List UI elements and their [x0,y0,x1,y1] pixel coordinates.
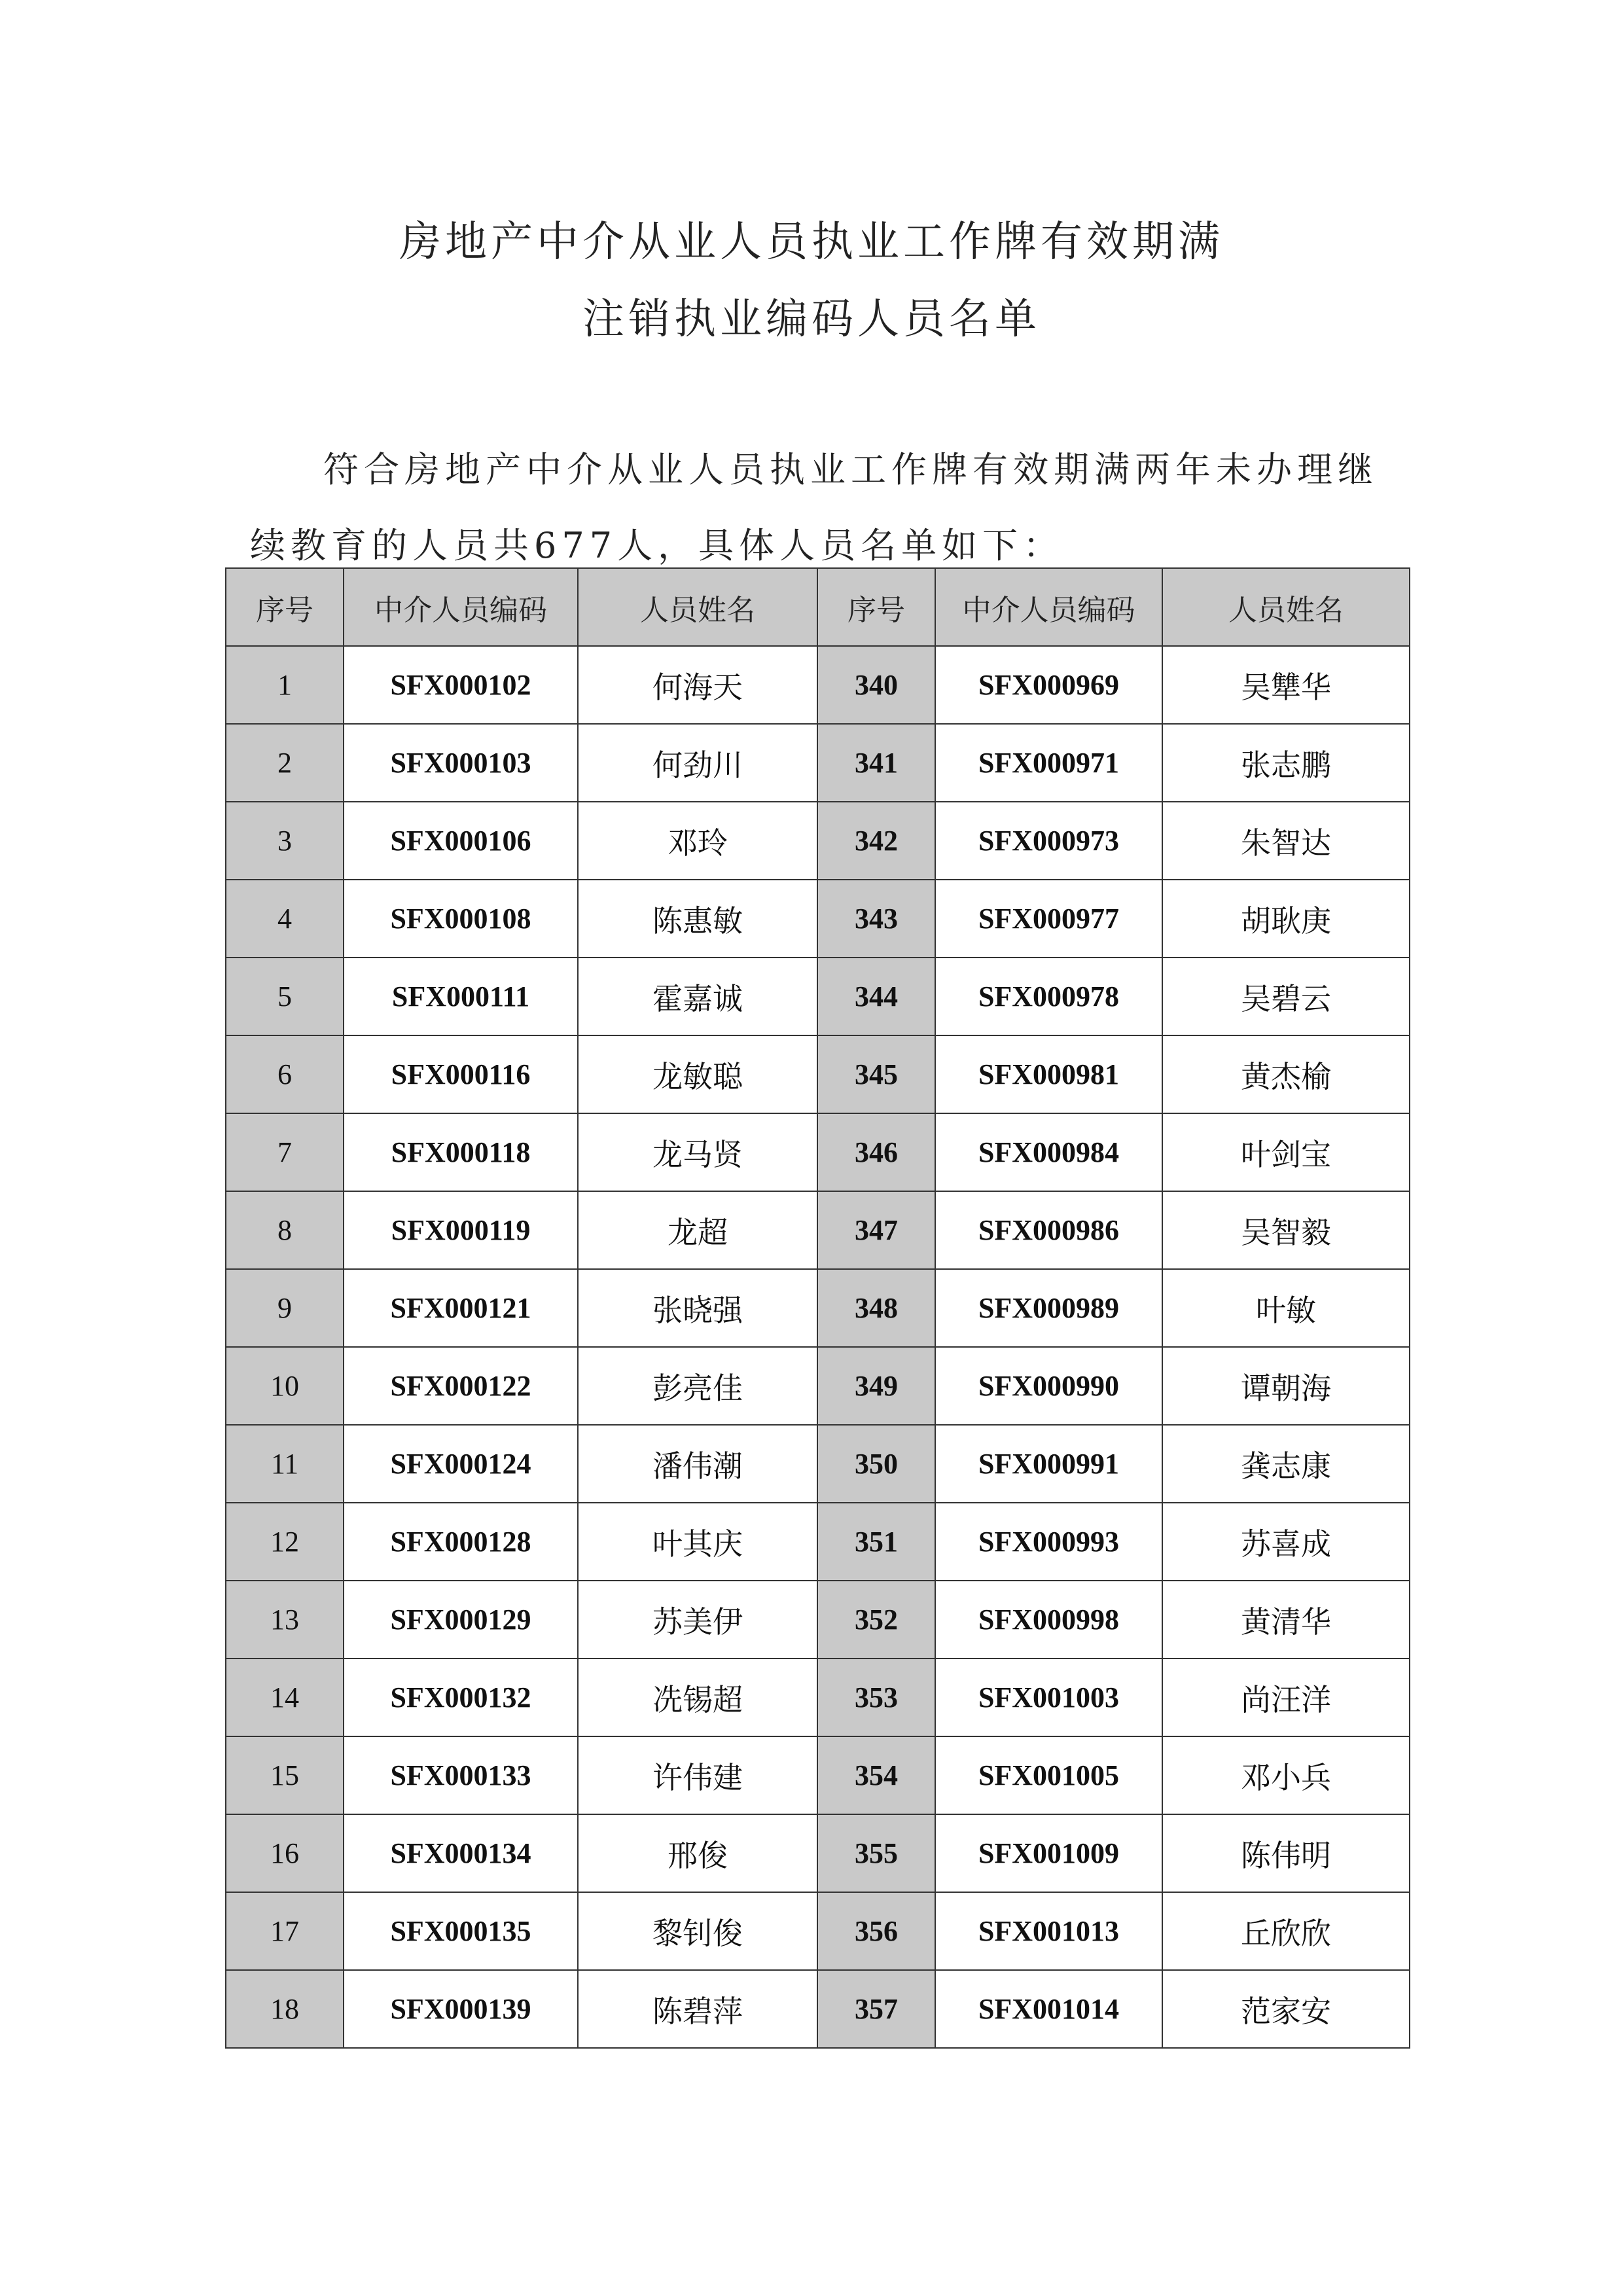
row-name-right: 吴碧云 [1162,958,1410,1035]
row-index-left: 17 [226,1892,344,1970]
row-code-left: SFX000108 [344,880,578,958]
row-name-right: 吴智毅 [1162,1191,1410,1269]
table-row [226,724,1410,802]
row-index-right: 346 [817,1113,935,1191]
table-row [226,1892,1410,1970]
row-index-left: 2 [226,724,344,802]
row-index-right: 354 [817,1736,935,1814]
row-index-right: 343 [817,880,935,958]
document-title-line-1: 房地产中介从业人员执业工作牌有效期满 [399,218,1224,266]
row-index-right: 350 [817,1425,935,1503]
row-index-left: 9 [226,1269,344,1347]
table-row [226,1659,1410,1736]
row-code-right: SFX000993 [935,1503,1162,1581]
row-code-left: SFX000135 [344,1892,578,1970]
row-index-left: 10 [226,1347,344,1425]
row-code-right: SFX000991 [935,1425,1162,1503]
row-name-left: 叶其庆 [578,1503,817,1581]
header-code-right: 中介人员编码 [935,568,1162,646]
table-row [226,880,1410,958]
row-code-left: SFX000116 [344,1035,578,1113]
row-code-right: SFX000981 [935,1035,1162,1113]
row-name-right: 苏喜成 [1162,1503,1410,1581]
row-code-right: SFX001009 [935,1814,1162,1892]
table-row [226,802,1410,880]
header-index-left: 序号 [226,568,344,646]
table-row [226,1035,1410,1113]
row-name-left: 龙敏聪 [578,1035,817,1113]
table-row [226,1269,1410,1347]
row-code-right: SFX001013 [935,1892,1162,1970]
row-name-left: 冼锡超 [578,1659,817,1736]
table-row [226,1814,1410,1892]
row-code-right: SFX000973 [935,802,1162,880]
row-code-left: SFX000118 [344,1113,578,1191]
row-index-left: 11 [226,1425,344,1503]
table-body [226,646,1410,2048]
row-index-left: 13 [226,1581,344,1659]
personnel-table-container [225,567,1409,2049]
row-index-left: 14 [226,1659,344,1736]
row-index-right: 345 [817,1035,935,1113]
row-index-left: 7 [226,1113,344,1191]
header-row [226,568,1410,646]
document-title-line-2: 注销执业编码人员名单 [582,295,1041,344]
row-name-right: 朱智达 [1162,802,1410,880]
row-code-right: SFX000971 [935,724,1162,802]
table-row [226,1736,1410,1814]
row-name-right: 谭朝海 [1162,1347,1410,1425]
row-index-left: 18 [226,1970,344,2048]
row-name-left: 邢俊 [578,1814,817,1892]
row-index-right: 344 [817,958,935,1035]
personnel-table [225,567,1410,2049]
row-code-left: SFX000121 [344,1269,578,1347]
row-code-left: SFX000106 [344,802,578,880]
row-index-left: 12 [226,1503,344,1581]
row-name-right: 陈伟明 [1162,1814,1410,1892]
row-name-left: 许伟建 [578,1736,817,1814]
table-header [226,568,1410,646]
table-row [226,958,1410,1035]
row-name-left: 黎钊俊 [578,1892,817,1970]
row-code-left: SFX000139 [344,1970,578,2048]
row-code-left: SFX000133 [344,1736,578,1814]
row-code-left: SFX000102 [344,646,578,724]
header-code-left: 中介人员编码 [344,568,578,646]
row-code-right: SFX001014 [935,1970,1162,2048]
row-name-right: 吴犨华 [1162,646,1410,724]
table-row [226,1347,1410,1425]
row-name-left: 霍嘉诚 [578,958,817,1035]
row-code-right: SFX000998 [935,1581,1162,1659]
row-code-left: SFX000134 [344,1814,578,1892]
row-name-right: 张志鹏 [1162,724,1410,802]
row-code-right: SFX000969 [935,646,1162,724]
row-code-left: SFX000103 [344,724,578,802]
row-code-left: SFX000129 [344,1581,578,1659]
row-code-left: SFX000128 [344,1503,578,1581]
row-index-left: 5 [226,958,344,1035]
row-code-right: SFX001005 [935,1736,1162,1814]
row-code-right: SFX001003 [935,1659,1162,1736]
row-code-left: SFX000111 [344,958,578,1035]
table-row [226,646,1410,724]
row-index-right: 357 [817,1970,935,2048]
row-name-right: 叶敏 [1162,1269,1410,1347]
row-code-left: SFX000124 [344,1425,578,1503]
row-index-left: 16 [226,1814,344,1892]
row-name-right: 黄杰榆 [1162,1035,1410,1113]
row-name-left: 龙马贤 [578,1113,817,1191]
row-code-left: SFX000122 [344,1347,578,1425]
row-index-right: 349 [817,1347,935,1425]
row-name-left: 龙超 [578,1191,817,1269]
row-index-right: 351 [817,1503,935,1581]
row-code-left: SFX000132 [344,1659,578,1736]
row-name-left: 何劲川 [578,724,817,802]
row-name-right: 丘欣欣 [1162,1892,1410,1970]
row-index-right: 347 [817,1191,935,1269]
row-code-right: SFX000990 [935,1347,1162,1425]
row-index-left: 3 [226,802,344,880]
table-row [226,1581,1410,1659]
row-name-left: 彭亮佳 [578,1347,817,1425]
row-index-left: 6 [226,1035,344,1113]
row-index-right: 355 [817,1814,935,1892]
row-code-right: SFX000986 [935,1191,1162,1269]
row-index-left: 1 [226,646,344,724]
row-index-right: 352 [817,1581,935,1659]
table-row [226,1425,1410,1503]
row-name-left: 邓玲 [578,802,817,880]
header-index-right: 序号 [817,568,935,646]
header-name-right: 人员姓名 [1162,568,1410,646]
row-name-right: 范家安 [1162,1970,1410,2048]
row-code-right: SFX000977 [935,880,1162,958]
row-code-right: SFX000984 [935,1113,1162,1191]
row-name-left: 张晓强 [578,1269,817,1347]
row-name-right: 龚志康 [1162,1425,1410,1503]
row-name-right: 尚汪洋 [1162,1659,1410,1736]
row-index-right: 348 [817,1269,935,1347]
row-name-right: 黄清华 [1162,1581,1410,1659]
row-index-right: 353 [817,1659,935,1736]
row-name-right: 邓小兵 [1162,1736,1410,1814]
row-name-left: 潘伟潮 [578,1425,817,1503]
row-name-left: 何海天 [578,646,817,724]
table-row [226,1503,1410,1581]
row-name-right: 叶剑宝 [1162,1113,1410,1191]
row-code-right: SFX000978 [935,958,1162,1035]
row-index-left: 8 [226,1191,344,1269]
row-name-left: 苏美伊 [578,1581,817,1659]
intro-paragraph: 符合房地产中介从业人员执业工作牌有效期满两年未办理继续教育的人员共677人，具体人员名单如下： [250,449,1378,566]
table-row [226,1970,1410,2048]
row-index-right: 356 [817,1892,935,1970]
row-name-left: 陈碧萍 [578,1970,817,2048]
row-code-left: SFX000119 [344,1191,578,1269]
row-index-left: 4 [226,880,344,958]
row-index-right: 342 [817,802,935,880]
table-row [226,1113,1410,1191]
row-name-right: 胡耿庚 [1162,880,1410,958]
table-row [226,1191,1410,1269]
row-index-right: 341 [817,724,935,802]
row-name-left: 陈惠敏 [578,880,817,958]
row-code-right: SFX000989 [935,1269,1162,1347]
row-index-left: 15 [226,1736,344,1814]
header-name-left: 人员姓名 [578,568,817,646]
row-index-right: 340 [817,646,935,724]
